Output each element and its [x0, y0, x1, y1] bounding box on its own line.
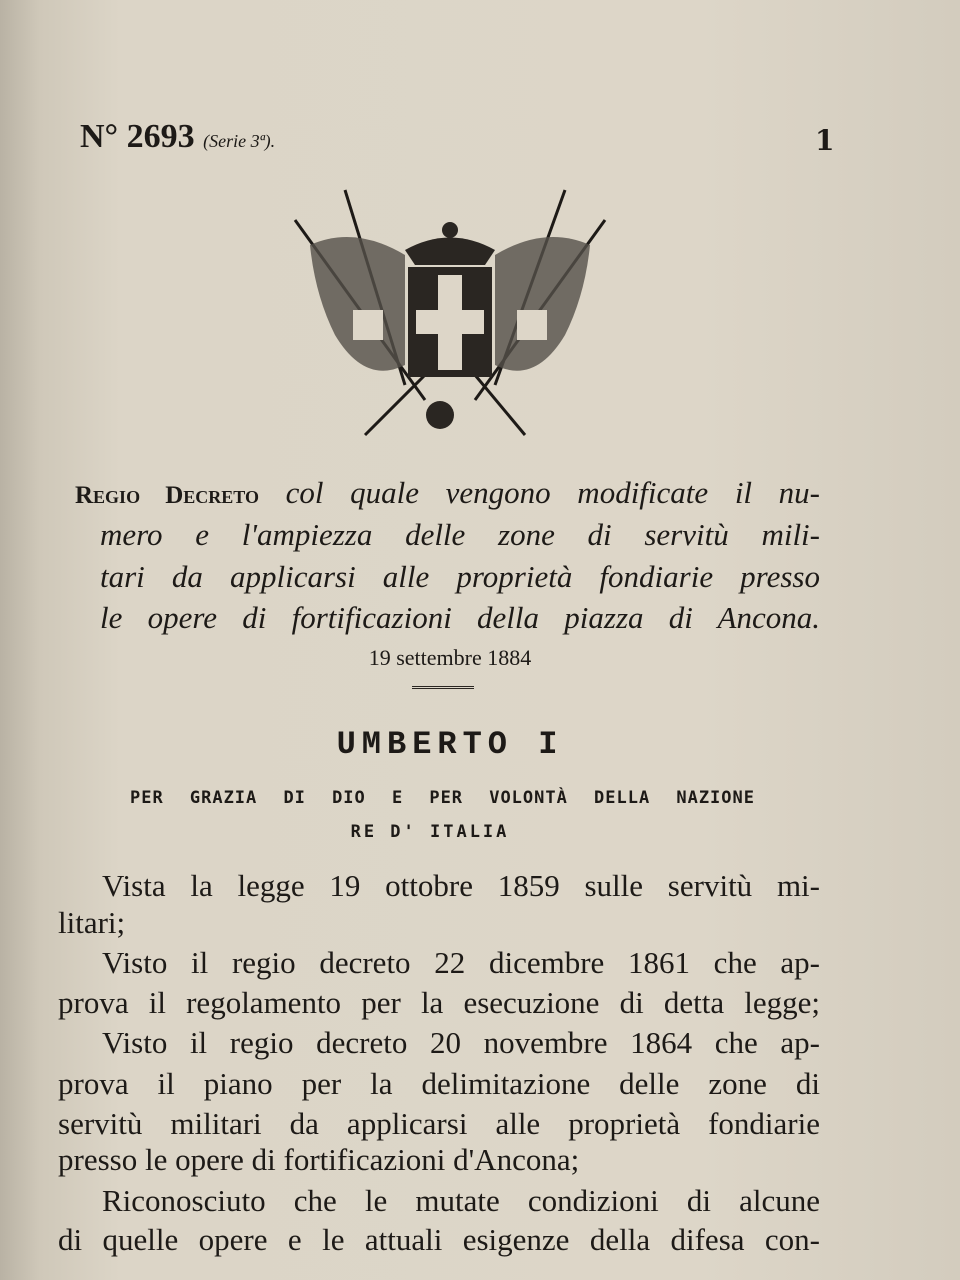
coat-of-arms-icon — [285, 185, 615, 445]
body-line: Visto il regio decreto 22 dicembre 1861 che ap- — [102, 945, 820, 980]
body-line: Visto il regio decreto 20 novembre 1864 che ap- — [102, 1025, 820, 1060]
decree-title-line: tari da applicarsi alle proprietà fondiarie presso — [100, 559, 820, 594]
body-line: di quelle opere e le attuali esigenze della difesa con- — [58, 1222, 820, 1257]
body-line: Vista la legge 19 ottobre 1859 sulle servitù mi- — [102, 868, 820, 903]
divider — [412, 686, 474, 689]
decree-title-line: mero e l'ampiezza delle zone di servitù mili- — [100, 517, 820, 552]
decree-title-line: le opere di fortificazioni della piazza di Ancona. — [100, 600, 820, 635]
body-line: litari; — [58, 905, 126, 940]
series-label: (Serie 3ª). — [203, 131, 276, 151]
body-line: Riconosciuto che le mutate condizioni di alcune — [102, 1183, 820, 1218]
page-number: 1 — [815, 124, 835, 157]
body-line: presso le opere di fortificazioni d'Ancona; — [58, 1142, 580, 1177]
decree-number: N° 2693 (Serie 3ª). — [80, 118, 276, 155]
decree-type: Regio Decreto — [75, 482, 259, 509]
decree-title-line: Regio Decreto col quale vengono modificate il nu- — [75, 475, 821, 510]
body-line: prova il piano per la delimitazione delle zone di — [58, 1066, 820, 1101]
decree-date: 19 settembre 1884 — [368, 645, 532, 670]
king-name: UMBERTO I — [336, 726, 564, 763]
grace-formula: PER GRAZIA DI DIO E PER VOLONTÀ DELLA NAZIONE — [130, 788, 755, 808]
body-line: servitù militari da applicarsi alle proprietà fondiarie — [58, 1106, 820, 1141]
king-title: RE D' ITALIA — [350, 822, 510, 842]
body-line: prova il regolamento per la esecuzione di detta legge; — [58, 985, 820, 1020]
